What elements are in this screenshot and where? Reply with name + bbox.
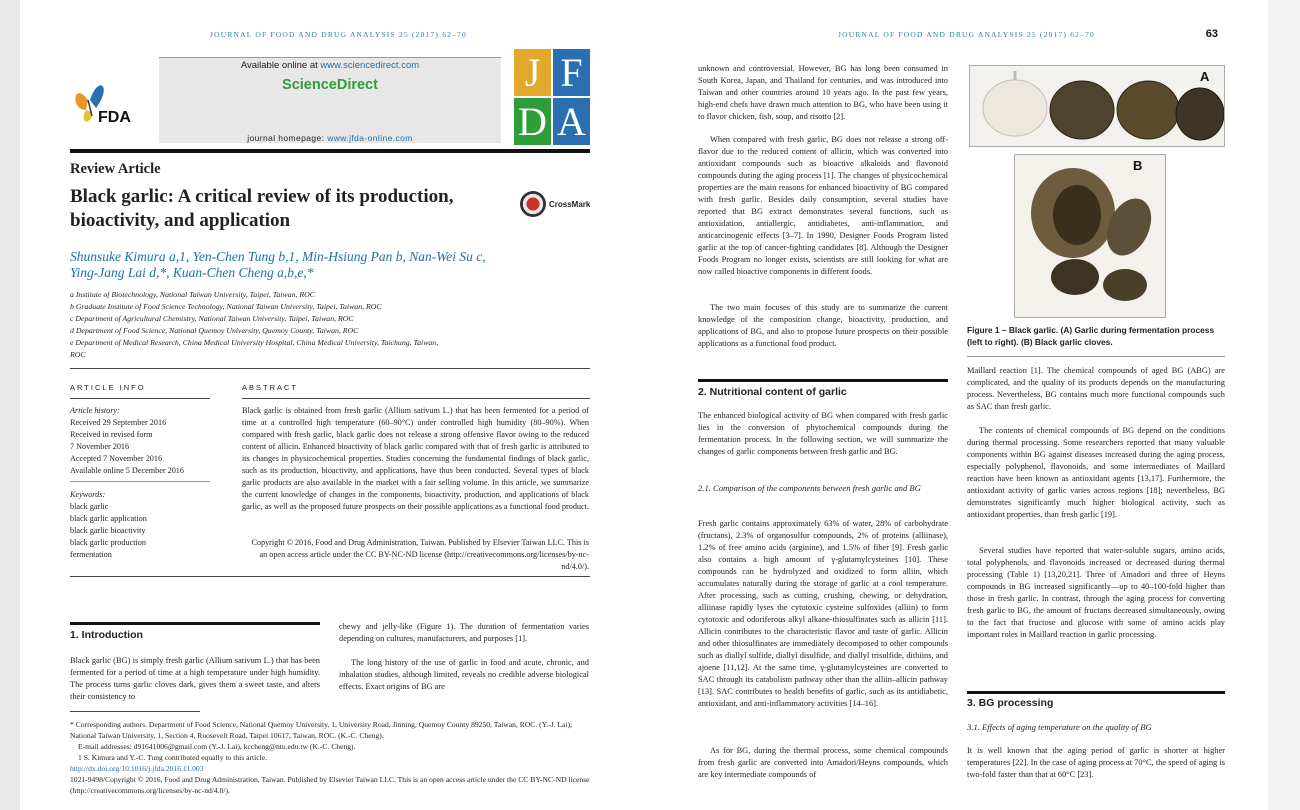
right-col1-p2: When compared with fresh garlic, BG does not release a strong off-flavor due to the reduced content of allicin, which was converted into antioxidant compounds such as bioactive alkaloids and flavonoid compounds during the aging process [1]. The changes of physicochemical properties are the main reasons for enhanced bioactivity of BG compared with fresh garlic. Besides daily consumption, several studies have reported that BG extract demonstrates several functions, such as antioxidation, antiallergic, antidiabetes, anti-inflammation, and anticarcinogenic effects [3–7]. In 1990, Designer Foods Program listed garlic at the top of cancer-fighting candidates [8]. Although the Designer Foods Program no longer exists, scientists are still looking for what are now called bioactive components in different foods.: [698, 135, 948, 276]
sciencedirect-url[interactable]: www.sciencedirect.com: [320, 60, 420, 71]
footnotes: [70, 719, 590, 796]
right-page: [652, 0, 1268, 810]
affiliation-b: b Graduate Institute of Food Science Technology, National Taiwan University, Taipei, Taiwan, ROC: [70, 302, 382, 311]
abstract-copyright: Copyright © 2016, Food and Drug Administration, Taiwan. Published by Elsevier Taiwan LLC. This is an open access article under the CC BY-NC-ND license (http://creativecommons.org/licenses/by-nc-nd/4.0/).: [251, 538, 589, 571]
header-rule: [70, 149, 590, 153]
fda-logo: [68, 70, 148, 130]
keywords-rule: [70, 481, 210, 482]
intro-col1: Black garlic (BG) is simply fresh garlic (Allium sativum L.) that has been fermented for a period of time at a high temperature under high humidity. The process turns garlic cloves dark, gives them a sweet taste, and alters their consistency to: [70, 656, 320, 701]
history-revised: Received in revised form: [70, 430, 153, 439]
figure-1a: [969, 65, 1225, 147]
keyword-item: black garlic production: [70, 538, 146, 547]
abstract-rule: [242, 398, 590, 399]
sec3-heading: 3. BG processing: [967, 697, 1054, 709]
article-info-heading: ARTICLE INFO: [70, 383, 146, 392]
right-col2-p3: Several studies have reported that water-soluble sugars, amino acids, total polyphenols, and flavonoids increased or decreased during thermal processing (Table 1) [13,20,21]. Three of Amadori and three of Heyns compounds in BG increased significantly—up to 40–100-fold higher than those in fresh garlic. In contrast, through the aging process for converting fresh garlic to BG, the amount of fructans decreased simultaneously, owing to the fact that fructose and glucose with some of amino acids play important roles in Maillard reaction in garlic processing.: [967, 546, 1225, 639]
right-col2-p1: Maillard reaction [1]. The chemical compounds of aged BG (ABG) are complicated, and the quality of its products depends on the manufacturing process. Nevertheless, BG contains much more functional compounds such as SAC than fresh garlic.: [967, 366, 1225, 411]
abstract-heading: ABSTRACT: [242, 383, 299, 392]
info-rule: [70, 398, 210, 399]
running-header: JOURNAL OF FOOD AND DRUG ANALYSIS 25 (2017) 62–70: [210, 30, 467, 39]
figure-label-a: A: [1200, 69, 1210, 84]
right-col1-p1: unknown and controversial. However, BG has long been consumed in South Korea, Japan, and Thailand for centuries, and was introduced into Taiwan and other countries around 10 years ago. In the past few years, high-end chefs have drawn much attention to BG, who have been using it to flavor chicken, fish, soup, and risotto [2].: [698, 64, 948, 121]
footnote-corresponding: * Corresponding authors. Department of Food Science, National Quemoy University, 1, University Road, Jinning, Quemoy County 89250, Taiwan, ROC. (Y.-J. Lai); National Taiwan University, 1, Section 4, Roosevelt Road, Taipei 10617, Taiwan, ROC. (K.-C. Cheng).: [70, 720, 573, 740]
abstract-text: Black garlic is obtained from fresh garlic (Allium sativum L.) that has been fermented for a period of time at a controlled high temperature (60–90°C) under controlled high humidity (80–90%). When compared with fresh garlic, black garlic does not release a strong offensive flavor owing to the reduced content of allicin. Enhanced bioactivity of black garlic compared with that of fresh garlic is attributed to its changes in physicochemical properties. Studies concerning the fundamental findings of black garlic, such as its production, bioactivity, and applications, have thus been conducted. Several types of black garlic products are also available in the market with a fair selling volume. In this article, we summarize the current knowledge of changes in the components, bioactivity, production, and applications of black garlic, as well as the proposed future prospects on their possible applications as a functional food product.: [242, 406, 589, 511]
jfda-letter-d: D: [514, 98, 551, 145]
page-number: 63: [1205, 28, 1218, 40]
sec21-text2: As for BG, during the thermal process, some chemical compounds from fresh garlic are converted into Amadori/Heyns compounds, which are key intermediate compounds of: [698, 746, 948, 779]
affiliation-e-cont: ROC: [70, 350, 86, 359]
affiliations: [70, 289, 520, 361]
author-list: [70, 249, 520, 281]
footnote-emails[interactable]: E-mail addresses: d91641006@gmail.com (Y.-J. Lai), kccheng@ntu.edu.tw (K.-C. Cheng).: [78, 742, 356, 751]
running-header: JOURNAL OF FOOD AND DRUG ANALYSIS 25 (2017) 62–70: [838, 30, 1095, 39]
article-type: Review Article: [70, 161, 161, 177]
doi-link[interactable]: http://dx.doi.org/10.1016/j.jfda.2016.11.003: [70, 764, 204, 773]
left-page: [20, 0, 652, 810]
footnote-license: 1021-9498/Copyright © 2016, Food and Drug Administration, Taiwan. Published by Elsevier Taiwan LLC. This is an open access article under the CC BY-NC-ND license (http://creativecommons.org/licenses/by-nc-nd/4.0/).: [70, 775, 590, 795]
figure-1-caption: Figure 1 – Black garlic. (A) Garlic during fermentation process (left to right). (B) Black garlic cloves.: [967, 325, 1215, 347]
crossmark-badge[interactable]: [520, 191, 590, 217]
history-accepted: Accepted 7 November 2016: [70, 454, 163, 463]
intro-col2a: chewy and jelly-like (Figure 1). The duration of fermentation varies depending on cultures, manufacturers, and purposes [1].: [339, 622, 589, 643]
caption-rule: [967, 356, 1225, 357]
intro-col2b: The long history of the use of garlic in food and acute, chronic, and inhalation studies, although limited, reveals no credible adverse biological effects. Exact origins of BG are: [339, 658, 589, 691]
history-label: Article history:: [70, 406, 120, 415]
intro-rule: [70, 622, 320, 625]
sec31-text: It is well known that the aging period of garlic is shorter at higher temperatures [22]. In the case of aging process at 70°C, the speed of aging is two-fold faster than that at 60°C [23].: [967, 746, 1225, 779]
history-received: Received 29 September 2016: [70, 418, 167, 427]
keyword-item: black garlic application: [70, 514, 147, 523]
fda-butterfly-icon: [68, 70, 148, 130]
sec2-heading: 2. Nutritional content of garlic: [698, 386, 847, 398]
footnote-rule: [70, 711, 200, 712]
article-title: Black garlic: A critical review of its production, bioactivity, and application: [70, 186, 454, 231]
sec2-rule: [698, 379, 948, 382]
sec3-rule: [967, 691, 1225, 694]
sec31-heading: 3.1. Effects of aging temperature on the quality of BG: [967, 722, 1152, 732]
keyword-item: black garlic bioactivity: [70, 526, 146, 535]
journal-homepage: journal homepage: www.jfda-online.com: [247, 133, 413, 143]
footnote-equal: 1 S. Kimura and Y.-C. Tung contributed equally to this article.: [78, 753, 267, 762]
history-revised-date: 7 November 2016: [70, 442, 130, 451]
available-online: Available online at www.sciencedirect.com: [240, 60, 420, 71]
sec2-text: The enhanced biological activity of BG when compared with fresh garlic lies in the conversion of phytochemical compounds during the fermentation process. In the following section, we will summarize the changes of garlic components between fresh garlic and BG.: [698, 411, 948, 456]
article-history: [70, 405, 184, 477]
affiliation-c: c Department of Agricultural Chemistry, National Taiwan University, Taipei, Taiwan, ROC: [70, 314, 354, 323]
authors-line-1[interactable]: Shunsuke Kimura a,1, Yen-Chen Tung b,1, Min-Hsiung Pan b, Nan-Wei Su c,: [70, 249, 486, 264]
intro-heading: 1. Introduction: [70, 629, 143, 641]
affiliation-a: a Institute of Biotechnology, National Taiwan University, Taipei, Taiwan, ROC: [70, 290, 315, 299]
sec21-heading: 2.1. Comparison of the components between fresh garlic and BG: [698, 483, 921, 493]
info-top-rule: [70, 368, 590, 369]
authors-line-2[interactable]: Ying-Jang Lai d,*, Kuan-Chen Cheng a,b,e,*: [70, 265, 314, 280]
keyword-item: fermentation: [70, 550, 112, 559]
fda-logo-text: FDA: [98, 109, 131, 126]
figure-1b: [1014, 154, 1166, 318]
figure-label-b: B: [1133, 158, 1143, 173]
garlic-fermentation-image: [970, 66, 1225, 147]
abstract-bottom-rule: [70, 576, 590, 577]
affiliation-d: d Department of Food Science, National Quemoy University, Quemoy County, Taiwan, ROC: [70, 326, 359, 335]
keyword-item: black garlic: [70, 502, 109, 511]
sciencedirect-banner: [159, 57, 501, 143]
history-online: Available online 5 December 2016: [70, 466, 184, 475]
journal-homepage-url[interactable]: www.jfda-online.com: [327, 133, 413, 143]
sec21-text: Fresh garlic contains approximately 63% of water, 28% of carbohydrate (fructans), 2.3% of organosulfur compounds, 2% of proteins (alliinase), 1.2% of free amino acids (arginine), and 1.5% of fiber [9]. Fresh garlic also contains a high amount of γ-glutamylcysteines [10]. These compounds can be hydrolyzed and oxidized to form alliin, which accumulates naturally during the storage of garlic at a cool temperature. After processing, such as cutting, crushing, chewing, or dehydration, alliinase rapidly lyses the cytotoxic cysteine sulfoxides (alliin) to form cytotoxic and odoriferous alkyl alkane-thiosulfinates such as allicin [11]. Allicin contributes to the characteristic flavor and taste of garlic. Allicin and other thiosulfinates are immediately decomposed to other compounds such as diallyl sulfide, diallyl disulfide, and diallyl trisulfide, dithiins, and ajoene [11,12]. At the same time, γ-glutamylcysteines are converted to SAC through its catabolism pathway other than the alliin–allicin pathway [13]. SAC contributes to health benefits of garlic, such as its antidiabetic, antioxidant, and anti-inflammatory activities [14–16].: [698, 519, 948, 708]
jfda-letter-a: A: [553, 98, 590, 145]
black-garlic-cloves-image: [1015, 155, 1166, 318]
crossmark-icon: [520, 191, 546, 217]
keywords-label: Keywords:: [70, 490, 106, 499]
affiliation-e: e Department of Medical Research, China Medical University Hospital, China Medical University, Taichung, Taiwan,: [70, 338, 439, 347]
right-col1-p3: The two main focuses of this study are to summarize the current knowledge of the composition change, bioactivity, production, and applications of BG, and also to propose future prospects on their possible applications as a functional food product.: [698, 303, 948, 348]
keywords: [70, 489, 147, 561]
crossmark-label: CrossMark: [549, 199, 591, 209]
jfda-logo: [514, 49, 590, 143]
sciencedirect-brand[interactable]: ScienceDirect: [282, 77, 378, 93]
viewer-scrollbar-track[interactable]: [1268, 0, 1300, 810]
jfda-letter-j: J: [514, 49, 551, 96]
jfda-letter-f: F: [553, 49, 590, 96]
right-col2-p2: The contents of chemical compounds of BG depend on the conditions during thermal processing. Some researchers reported that many valuable components within BG against diseases increased during the aging process, especially polyphenol, flavonoids, and some intermediates of Maillard reaction have been known as antioxidant agents [13,17]. Furthermore, the antioxidant activity of garlic varies across regions [18]; nevertheless, BG demonstrates significantly much higher biological activity, such as antioxidant properties, than fresh garlic [19].: [967, 426, 1225, 519]
